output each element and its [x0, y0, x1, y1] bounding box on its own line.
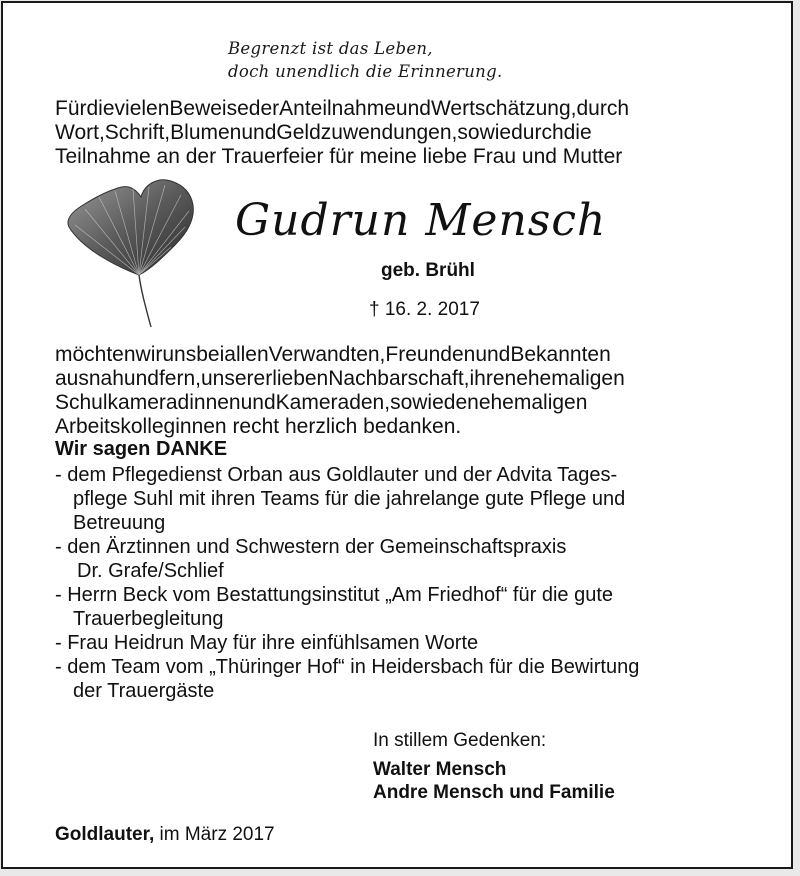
- signature-intro: In stillem Gedenken:: [373, 730, 547, 751]
- intro-line-2: Wort,Schrift,BlumenundGeldzuwendungen,sowiedurchdie: [55, 121, 592, 144]
- list-item: - dem Pflegedienst Orban aus Goldlauter und der Advita Tages-: [55, 464, 618, 486]
- place-date-text: im März 2017: [159, 824, 275, 845]
- danke-heading: Wir sagen DANKE: [55, 438, 228, 460]
- danke-list: [55, 463, 755, 703]
- list-item-continuation: Betreuung: [73, 512, 166, 534]
- motto-line-2: doch unendlich die Erinnerung.: [228, 62, 503, 81]
- place-date: [55, 823, 275, 846]
- list-item: - dem Team vom „Thüringer Hof“ in Heidersbach für die Bewirtung: [55, 656, 640, 678]
- list-item: - Frau Heidrun May für ihre einfühlsamen Worte: [55, 632, 479, 654]
- place-town: Goldlauter,: [55, 824, 155, 845]
- thanks-line-4: Arbeitskolleginnen recht herzlich bedanken.: [55, 415, 462, 438]
- list-item-continuation: Dr. Grafe/Schlief: [77, 560, 224, 582]
- signature-name-1: Walter Mensch: [373, 759, 507, 780]
- list-item: - den Ärztinnen und Schwestern der Gemeinschaftspraxis: [55, 536, 567, 558]
- list-item-continuation: pflege Suhl mit ihren Teams für die jahrelange gute Pflege und: [73, 488, 626, 510]
- intro-line-1: FürdievielenBeweisederAnteilnahmeundWertschätzung,durch: [55, 97, 629, 120]
- list-item: - Herrn Beck vom Bestattungsinstitut „Am Friedhof“ für die gute: [55, 584, 613, 606]
- obituary-card: [1, 1, 793, 869]
- deceased-name: Gudrun Mensch: [235, 195, 607, 246]
- signature-block: [373, 729, 615, 804]
- list-item-continuation: der Trauergäste: [73, 680, 215, 702]
- signature-name-2: Andre Mensch und Familie: [373, 782, 615, 803]
- signature-names: [373, 758, 615, 804]
- list-item-continuation: Trauerbegleitung: [73, 608, 224, 630]
- motto: [228, 37, 548, 83]
- intro-paragraph: [55, 97, 751, 169]
- motto-line-1: Begrenzt ist das Leben,: [228, 39, 433, 58]
- thanks-line-2: ausnahundfern,unsererliebenNachbarschaft,ihrenehemaligen: [55, 367, 625, 390]
- ginkgo-leaf-icon: [63, 175, 203, 335]
- thanks-line-1: möchtenwirunsbeiallenVerwandten,FreundenundBekannten: [55, 343, 611, 366]
- intro-line-3: Teilnahme an der Trauerfeier für meine liebe Frau und Mutter: [55, 145, 623, 168]
- thanks-line-3: SchulkameradinnenundKameraden,sowiedenehemaligen: [55, 391, 588, 414]
- maiden-name: geb. Brühl: [381, 260, 475, 281]
- thanks-paragraph: [55, 343, 751, 439]
- death-date: † 16. 2. 2017: [369, 299, 480, 320]
